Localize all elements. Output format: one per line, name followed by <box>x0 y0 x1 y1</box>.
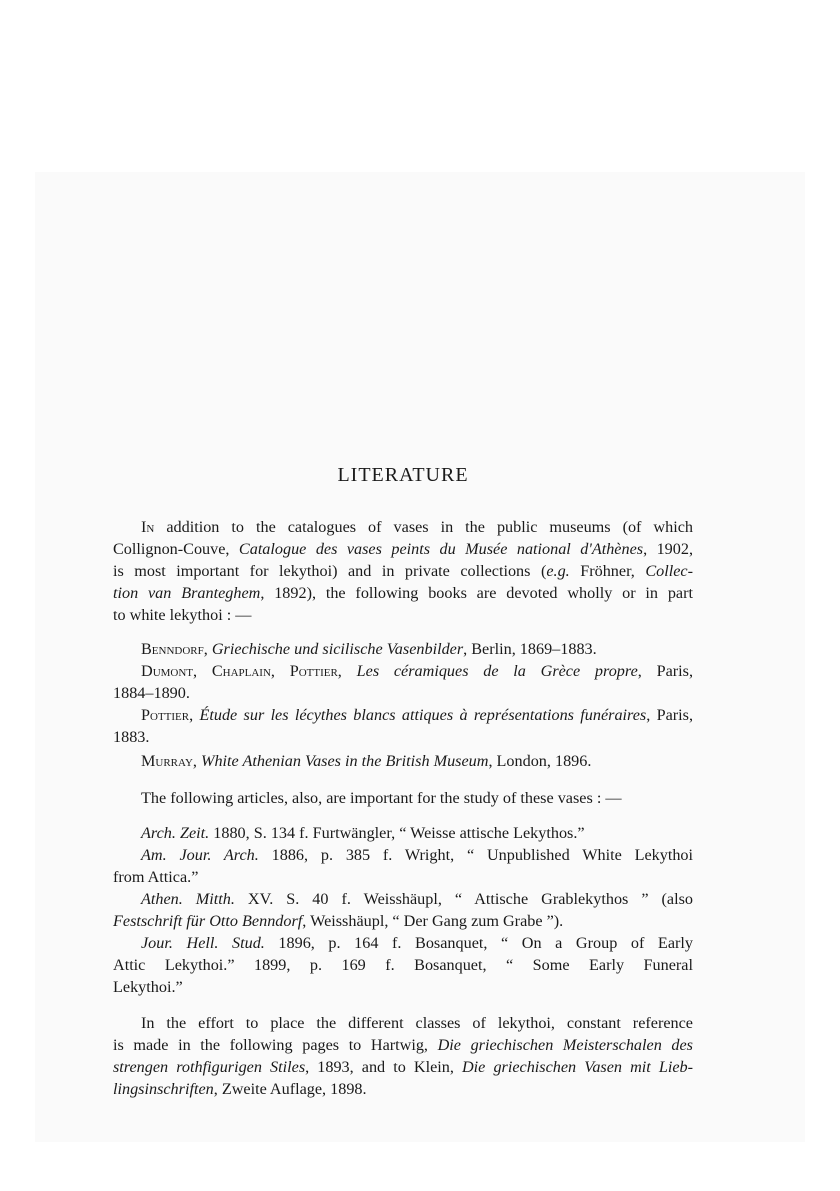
book-entry-pottier: Pottier, Étude sur les lécythes blancs attiques à représentations funéraires, Paris, <box>141 706 694 724</box>
closing-line-3: strengen rothfigurigen Stiles, 1893, and to Klein, Die griechischen Vasen mit Lieb- <box>113 1058 694 1076</box>
article-entry-arch-zeit: Arch. Zeit. 1880, S. 134 f. Furtwängler, “ Weisse attische Lekythos.” <box>141 824 585 842</box>
book-entry-benndorf: Benndorf, Griechische und sicilische Vasenbilder, Berlin, 1869–1883. <box>141 640 597 658</box>
article-entry-athen-mitth: Athen. Mitth. XV. S. 40 f. Weisshäupl, “ Attische Grablekythos ” (also <box>141 890 694 908</box>
closing-line-4: lingsinschriften, Zweite Auflage, 1898. <box>113 1080 367 1098</box>
article-entry-am-jour: Am. Jour. Arch. 1886, p. 385 f. Wright, “ Unpublished White Lekythoi <box>141 846 694 864</box>
article-entry-athen-mitth-cont: Festschrift für Otto Benndorf, Weisshäupl, “ Der Gang zum Grabe ”). <box>113 912 564 930</box>
book-entry-pottier-cont: 1883. <box>113 728 150 746</box>
articles-intro: The following articles, also, are important for the study of these vases : — <box>141 789 622 807</box>
intro-line-2: Collignon-Couve, Catalogue des vases peints du Musée national d'Athènes, 1902, <box>113 540 694 558</box>
closing-line-1: In the effort to place the different classes of lekythoi, constant reference <box>141 1014 693 1032</box>
book-entry-dumont: Dumont, Chaplain, Pottier, Les céramiques de la Grèce propre, Paris, <box>141 662 694 680</box>
intro-line-4: tion van Branteghem, 1892), the following books are devoted wholly or in part <box>113 584 693 602</box>
article-entry-jour-hell: Jour. Hell. Stud. 1896, p. 164 f. Bosanquet, “ On a Group of Early <box>141 934 693 952</box>
cited-title: Catalogue des vases peints du Musée national d'Athènes <box>238 540 644 558</box>
intro-line-5: to white lekythoi : — <box>113 606 252 624</box>
book-entry-dumont-cont: 1884–1890. <box>113 684 190 702</box>
cited-title: tion van Branteghem <box>113 584 261 602</box>
intro-line-3: is most important for lekythoi) and in private collections (e.g. Fröhner, Collec- <box>113 562 693 580</box>
intro-lead: In <box>141 518 155 536</box>
article-entry-am-jour-cont: from Attica.” <box>113 868 199 886</box>
book-entry-murray: Murray, White Athenian Vases in the British Museum, London, 1896. <box>141 752 592 770</box>
intro-line-1: In addition to the catalogues of vases in the public museums (of which <box>141 518 693 536</box>
article-entry-jour-hell-cont2: Lekythoi.” <box>113 978 183 996</box>
cited-title: Collec- <box>645 562 693 580</box>
closing-line-2: is made in the following pages to Hartwig, Die griechischen Meisterschalen des <box>113 1036 693 1054</box>
article-entry-jour-hell-cont: Attic Lekythoi.” 1899, p. 169 f. Bosanquet, “ Some Early Funeral <box>113 956 693 974</box>
page-title: LITERATURE <box>337 464 469 486</box>
